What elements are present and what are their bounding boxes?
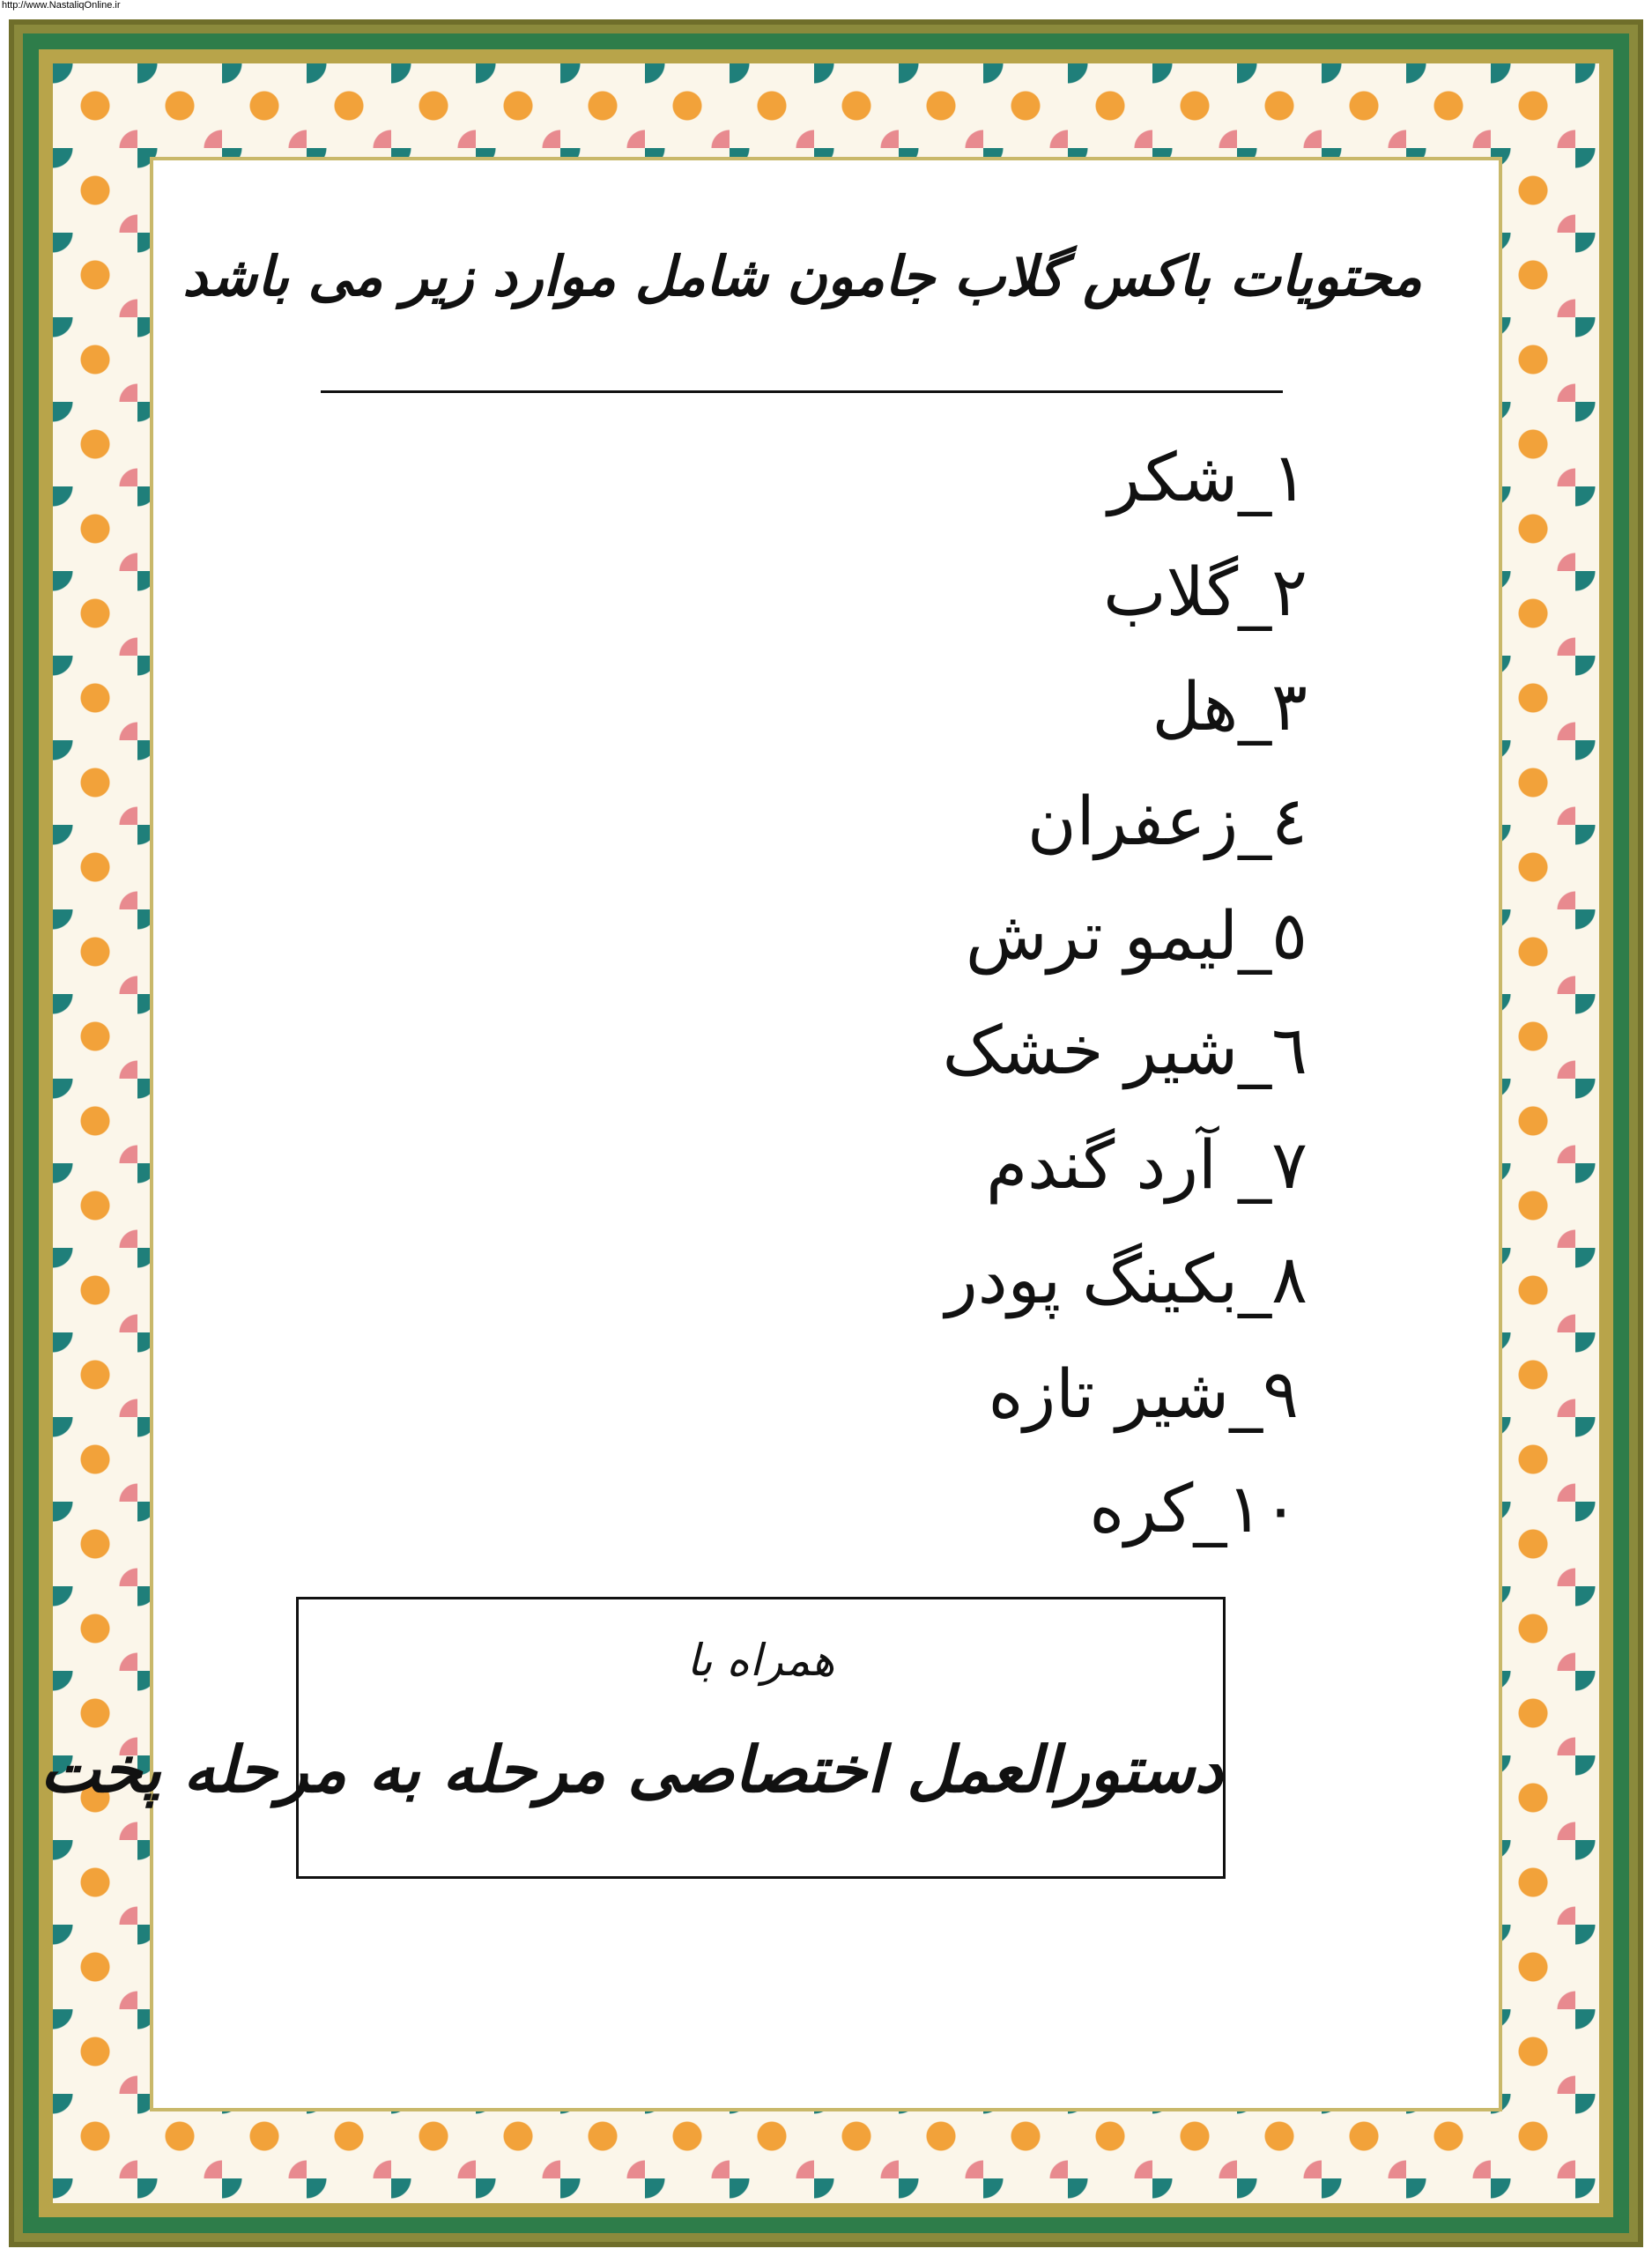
list-item: ۱_شکر [1108,438,1308,516]
list-item: ٦_شیر خشک [942,1011,1308,1089]
recipe-note-box [40,1597,1226,1879]
ingredient-list [153,160,1308,1570]
list-item: ۸_بکینگ پودر [945,1240,1308,1318]
list-item: ۱۰_کره [1089,1469,1299,1547]
list-item: ٥_لیمو ترش [965,896,1308,975]
source-url: http://www.NastaliqOnline.ir [2,0,121,11]
list-item: ٤_زعفران [1026,782,1308,860]
list-item: ۹_شیر تازه [988,1354,1299,1433]
note-title: دستورالعمل اختصاصی مرحله به مرحله پخت [40,1732,1223,1807]
page-title: محتویات باکس گلاب جامون شامل موارد زیر می باشد [182,244,1422,308]
list-item: ۳_هل [1152,667,1308,746]
note-subtitle: همراه با [686,1635,835,1686]
page-content [40,160,1499,2108]
list-item: ۲_گلاب [1103,553,1308,631]
list-item: ۷_ آرد گندم [986,1125,1308,1204]
